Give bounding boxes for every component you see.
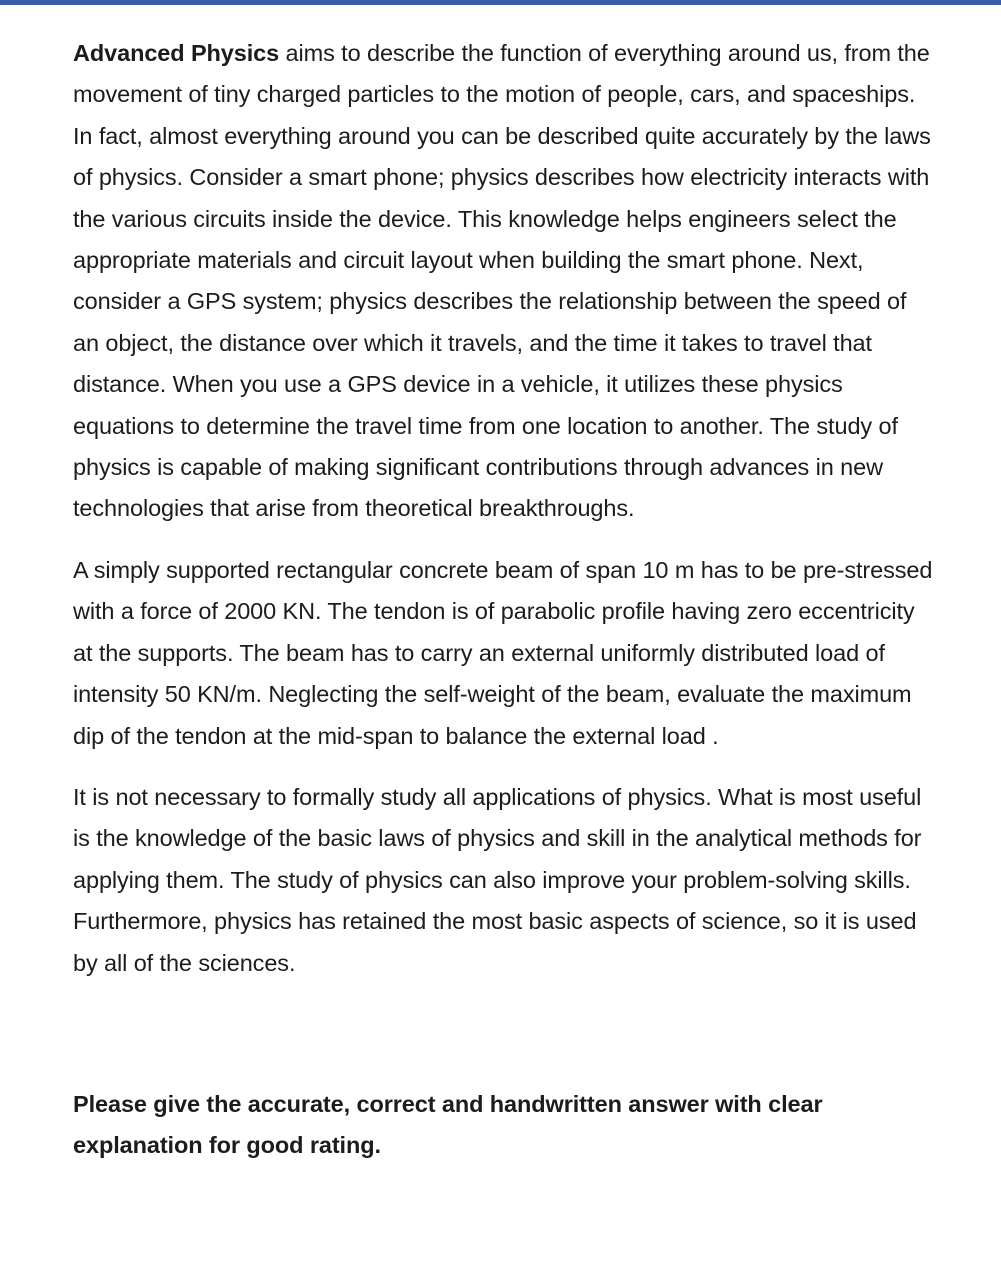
intro-text: aims to describe the function of everything around us, from the movement of tiny charged particles to the motion of people, cars, and spaceships. In fact, almost everything around you can be described quite accurately by the laws of physics. Consider a smart phone; physics describes how electricity interacts with the various circuits inside the device. This knowledge helps engineers select the appropriate materials and circuit layout when building the smart phone. Next, consider a GPS system; physics describes the relationship between the speed of an object, the distance over which it travels, and the time it takes to travel that distance. When you use a GPS device in a vehicle, it utilizes these physics equations to determine the travel time from one location to another. The study of physics is capable of making significant contributions through advances in new technologies that arise from theoretical breakthroughs.: [73, 40, 931, 522]
top-accent-bar: [0, 0, 1001, 5]
intro-bold-lead: Advanced Physics: [73, 40, 280, 66]
outro-paragraph: It is not necessary to formally study all applications of physics. What is most useful is the knowledge of the basic laws of physics and skill in the analytical methods for applying them. The study of physics can also improve your problem-solving skills. Furthermore, physics has retained the most basic aspects of science, so it is used by all of the sciences.: [73, 783, 922, 976]
document-body: [73, 33, 933, 1167]
problem-paragraph: A simply supported rectangular concrete beam of span 10 m has to be pre-stressed with a force of 2000 KN. The tendon is of parabolic profile having zero eccentricity at the supports. The beam has to carry an external uniformly distributed load of intensity 50 KN/m. Neglecting the self-weight of the beam, evaluate the maximum dip of the tendon at the mid-span to balance the external load .: [73, 556, 933, 749]
intro-paragraph: [73, 33, 933, 530]
answer-request: Please give the accurate, correct and handwritten answer with clear explanation for good rating.: [73, 1090, 823, 1159]
